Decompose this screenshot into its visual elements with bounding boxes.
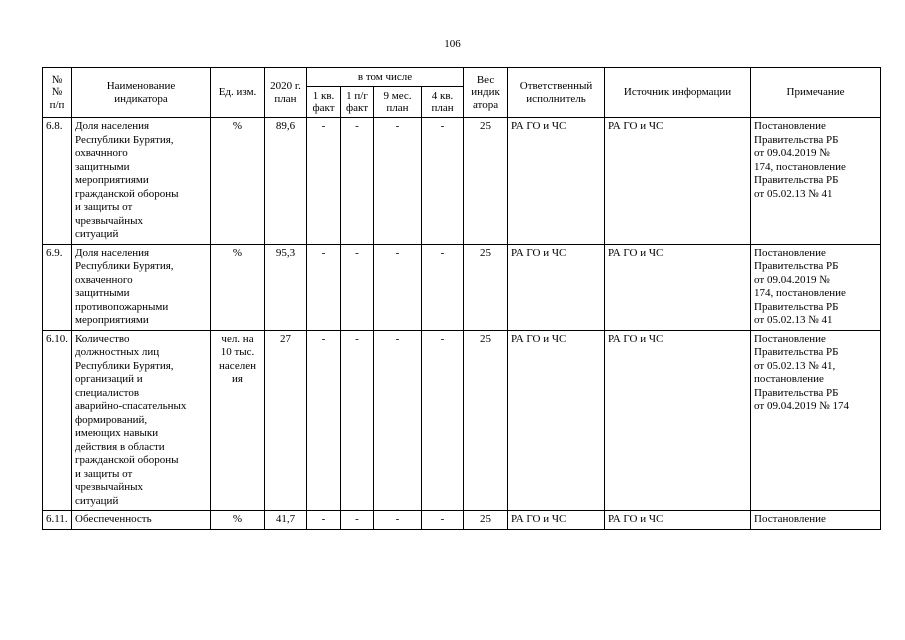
col-header-including: в том числе	[307, 68, 464, 87]
cell-name: Доля населения Республики Бурятия, охваченного защитными противопожарными мероприятиями	[72, 244, 211, 330]
cell-q4: -	[422, 330, 464, 511]
cell-weight: 25	[464, 244, 508, 330]
col-header-h1: 1 п/г факт	[341, 87, 374, 118]
cell-name: Доля населения Республики Бурятия, охвачнного защитными мероприятиями гражданской обороны и защиты от чрезвычайных ситуаций	[72, 118, 211, 245]
cell-q4: -	[422, 244, 464, 330]
table-row	[43, 244, 881, 330]
cell-num: 6.10.	[43, 330, 72, 511]
cell-q1: -	[307, 511, 341, 530]
cell-plan2020: 27	[265, 330, 307, 511]
cell-responsible: РА ГО и ЧС	[508, 330, 605, 511]
cell-m9: -	[374, 511, 422, 530]
cell-weight: 25	[464, 511, 508, 530]
col-header-unit: Ед. изм.	[211, 68, 265, 118]
cell-source: РА ГО и ЧС	[605, 330, 751, 511]
col-header-source: Источник информации	[605, 68, 751, 118]
cell-h1: -	[341, 330, 374, 511]
cell-m9: -	[374, 330, 422, 511]
cell-m9: -	[374, 244, 422, 330]
col-header-responsible: Ответственный исполнитель	[508, 68, 605, 118]
cell-num: 6.9.	[43, 244, 72, 330]
indicators-table	[42, 67, 881, 530]
col-header-m9: 9 мес. план	[374, 87, 422, 118]
cell-note: Постановление	[751, 511, 881, 530]
cell-q1: -	[307, 330, 341, 511]
col-header-weight: Вес индик атора	[464, 68, 508, 118]
cell-name: Количество должностных лиц Республики Бурятия, организаций и специалистов аварийно-спасательных формирований, имеющих навыки действия в области гражданской обороны и защиты от чрезвычайных ситуаций	[72, 330, 211, 511]
cell-responsible: РА ГО и ЧС	[508, 118, 605, 245]
cell-unit: чел. на 10 тыс. населен ия	[211, 330, 265, 511]
cell-responsible: РА ГО и ЧС	[508, 244, 605, 330]
cell-num: 6.11.	[43, 511, 72, 530]
cell-plan2020: 89,6	[265, 118, 307, 245]
cell-source: РА ГО и ЧС	[605, 118, 751, 245]
cell-q1: -	[307, 118, 341, 245]
cell-source: РА ГО и ЧС	[605, 244, 751, 330]
header-row-top	[43, 68, 881, 87]
cell-h1: -	[341, 118, 374, 245]
table-row	[43, 118, 881, 245]
cell-note: Постановление Правительства РБ от 05.02.13 № 41, постановление Правительства РБ от 09.04.2019 № 174	[751, 330, 881, 511]
col-header-plan2020: 2020 г. план	[265, 68, 307, 118]
cell-q1: -	[307, 244, 341, 330]
cell-responsible: РА ГО и ЧС	[508, 511, 605, 530]
cell-weight: 25	[464, 330, 508, 511]
cell-source: РА ГО и ЧС	[605, 511, 751, 530]
cell-unit: %	[211, 511, 265, 530]
cell-unit: %	[211, 244, 265, 330]
cell-q4: -	[422, 118, 464, 245]
col-header-name: Наименование индикатора	[72, 68, 211, 118]
cell-h1: -	[341, 244, 374, 330]
col-header-q1: 1 кв. факт	[307, 87, 341, 118]
cell-note: Постановление Правительства РБ от 09.04.2019 № 174, постановление Правительства РБ от 05.02.13 № 41	[751, 244, 881, 330]
page-number: 106	[444, 38, 461, 50]
cell-name: Обеспеченность	[72, 511, 211, 530]
cell-plan2020: 41,7	[265, 511, 307, 530]
cell-note: Постановление Правительства РБ от 09.04.2019 № 174, постановление Правительства РБ от 05.02.13 № 41	[751, 118, 881, 245]
table-row	[43, 511, 881, 530]
cell-q4: -	[422, 511, 464, 530]
cell-weight: 25	[464, 118, 508, 245]
cell-h1: -	[341, 511, 374, 530]
table-row	[43, 330, 881, 511]
cell-m9: -	[374, 118, 422, 245]
cell-num: 6.8.	[43, 118, 72, 245]
col-header-q4: 4 кв. план	[422, 87, 464, 118]
cell-unit: %	[211, 118, 265, 245]
col-header-num: № № п/п	[43, 68, 72, 118]
cell-plan2020: 95,3	[265, 244, 307, 330]
col-header-note: Примечание	[751, 68, 881, 118]
